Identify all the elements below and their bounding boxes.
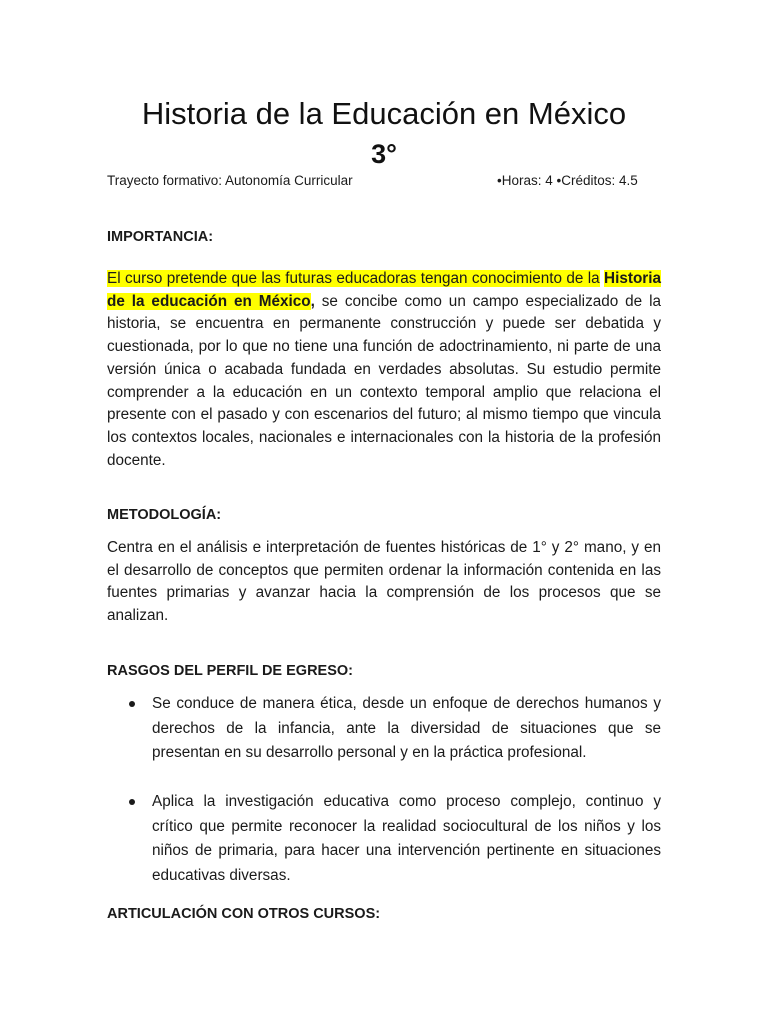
list-item <box>107 692 661 766</box>
importancia-bold-title: Historia de la educación en México <box>107 270 661 310</box>
importancia-comma: , <box>310 292 315 310</box>
list-item-text: Aplica la investigación educativa como proceso complejo, continuo y crítico que permite reconocer la realidad sociocultural de los niños y los niños de primaria, para hacer una intervención pertinente en situaciones educativas diversas. <box>152 793 661 884</box>
trayecto-formativo: Trayecto formativo: Autonomía Curricular <box>107 173 353 188</box>
document-subtitle: 3° <box>371 139 397 169</box>
rasgos-list-2 <box>107 790 661 888</box>
list-item <box>107 790 661 888</box>
rasgos-list <box>107 692 661 766</box>
importancia-body: se concibe como un campo especializado de la historia, se encuentra en permanente construcción y puede ser debatida y cuestionada, por lo que no tiene una función de adoctrinamiento, ni parte de una versión única o acabada fundada en verdades absolutas. Su estudio permite comprender a la educación en un contexto temporal amplio que relaciona el presente con el pasado y con escenarios del futuro; al mismo tiempo que vincula los contextos locales, nacionales e internacionales con la historia de la profesión docente. <box>107 292 661 469</box>
metodologia-heading: METODOLOGÍA: <box>107 507 222 523</box>
bullet-icon <box>129 799 135 805</box>
document-title: Historia de la Educación en México <box>141 96 627 131</box>
importancia-heading: IMPORTANCIA: <box>107 229 214 245</box>
articulacion-heading: ARTICULACIÓN CON OTROS CURSOS: <box>107 906 381 922</box>
horas-creditos: •Horas: 4 •Créditos: 4.5 <box>497 173 638 188</box>
metodologia-paragraph: Centra en el análisis e interpretación de fuentes históricas de 1° y 2° mano, y en el desarrollo de conceptos que permiten ordenar la información contenida en las fuentes primarias y avanzar hacia la comprensión de los procesos que se analizan. <box>107 539 661 625</box>
bullet-icon <box>129 701 135 707</box>
rasgos-heading: RASGOS DEL PERFIL DE EGRESO: <box>107 663 354 679</box>
importancia-paragraph <box>107 268 661 472</box>
importancia-highlight: El curso pretende que las futuras educadoras tengan conocimiento de la <box>107 270 600 287</box>
list-item-text: Se conduce de manera ética, desde un enfoque de derechos humanos y derechos de la infancia, ante la diversidad de situaciones que se presentan en su desarrollo personal y en la práctica profesional. <box>152 695 661 761</box>
